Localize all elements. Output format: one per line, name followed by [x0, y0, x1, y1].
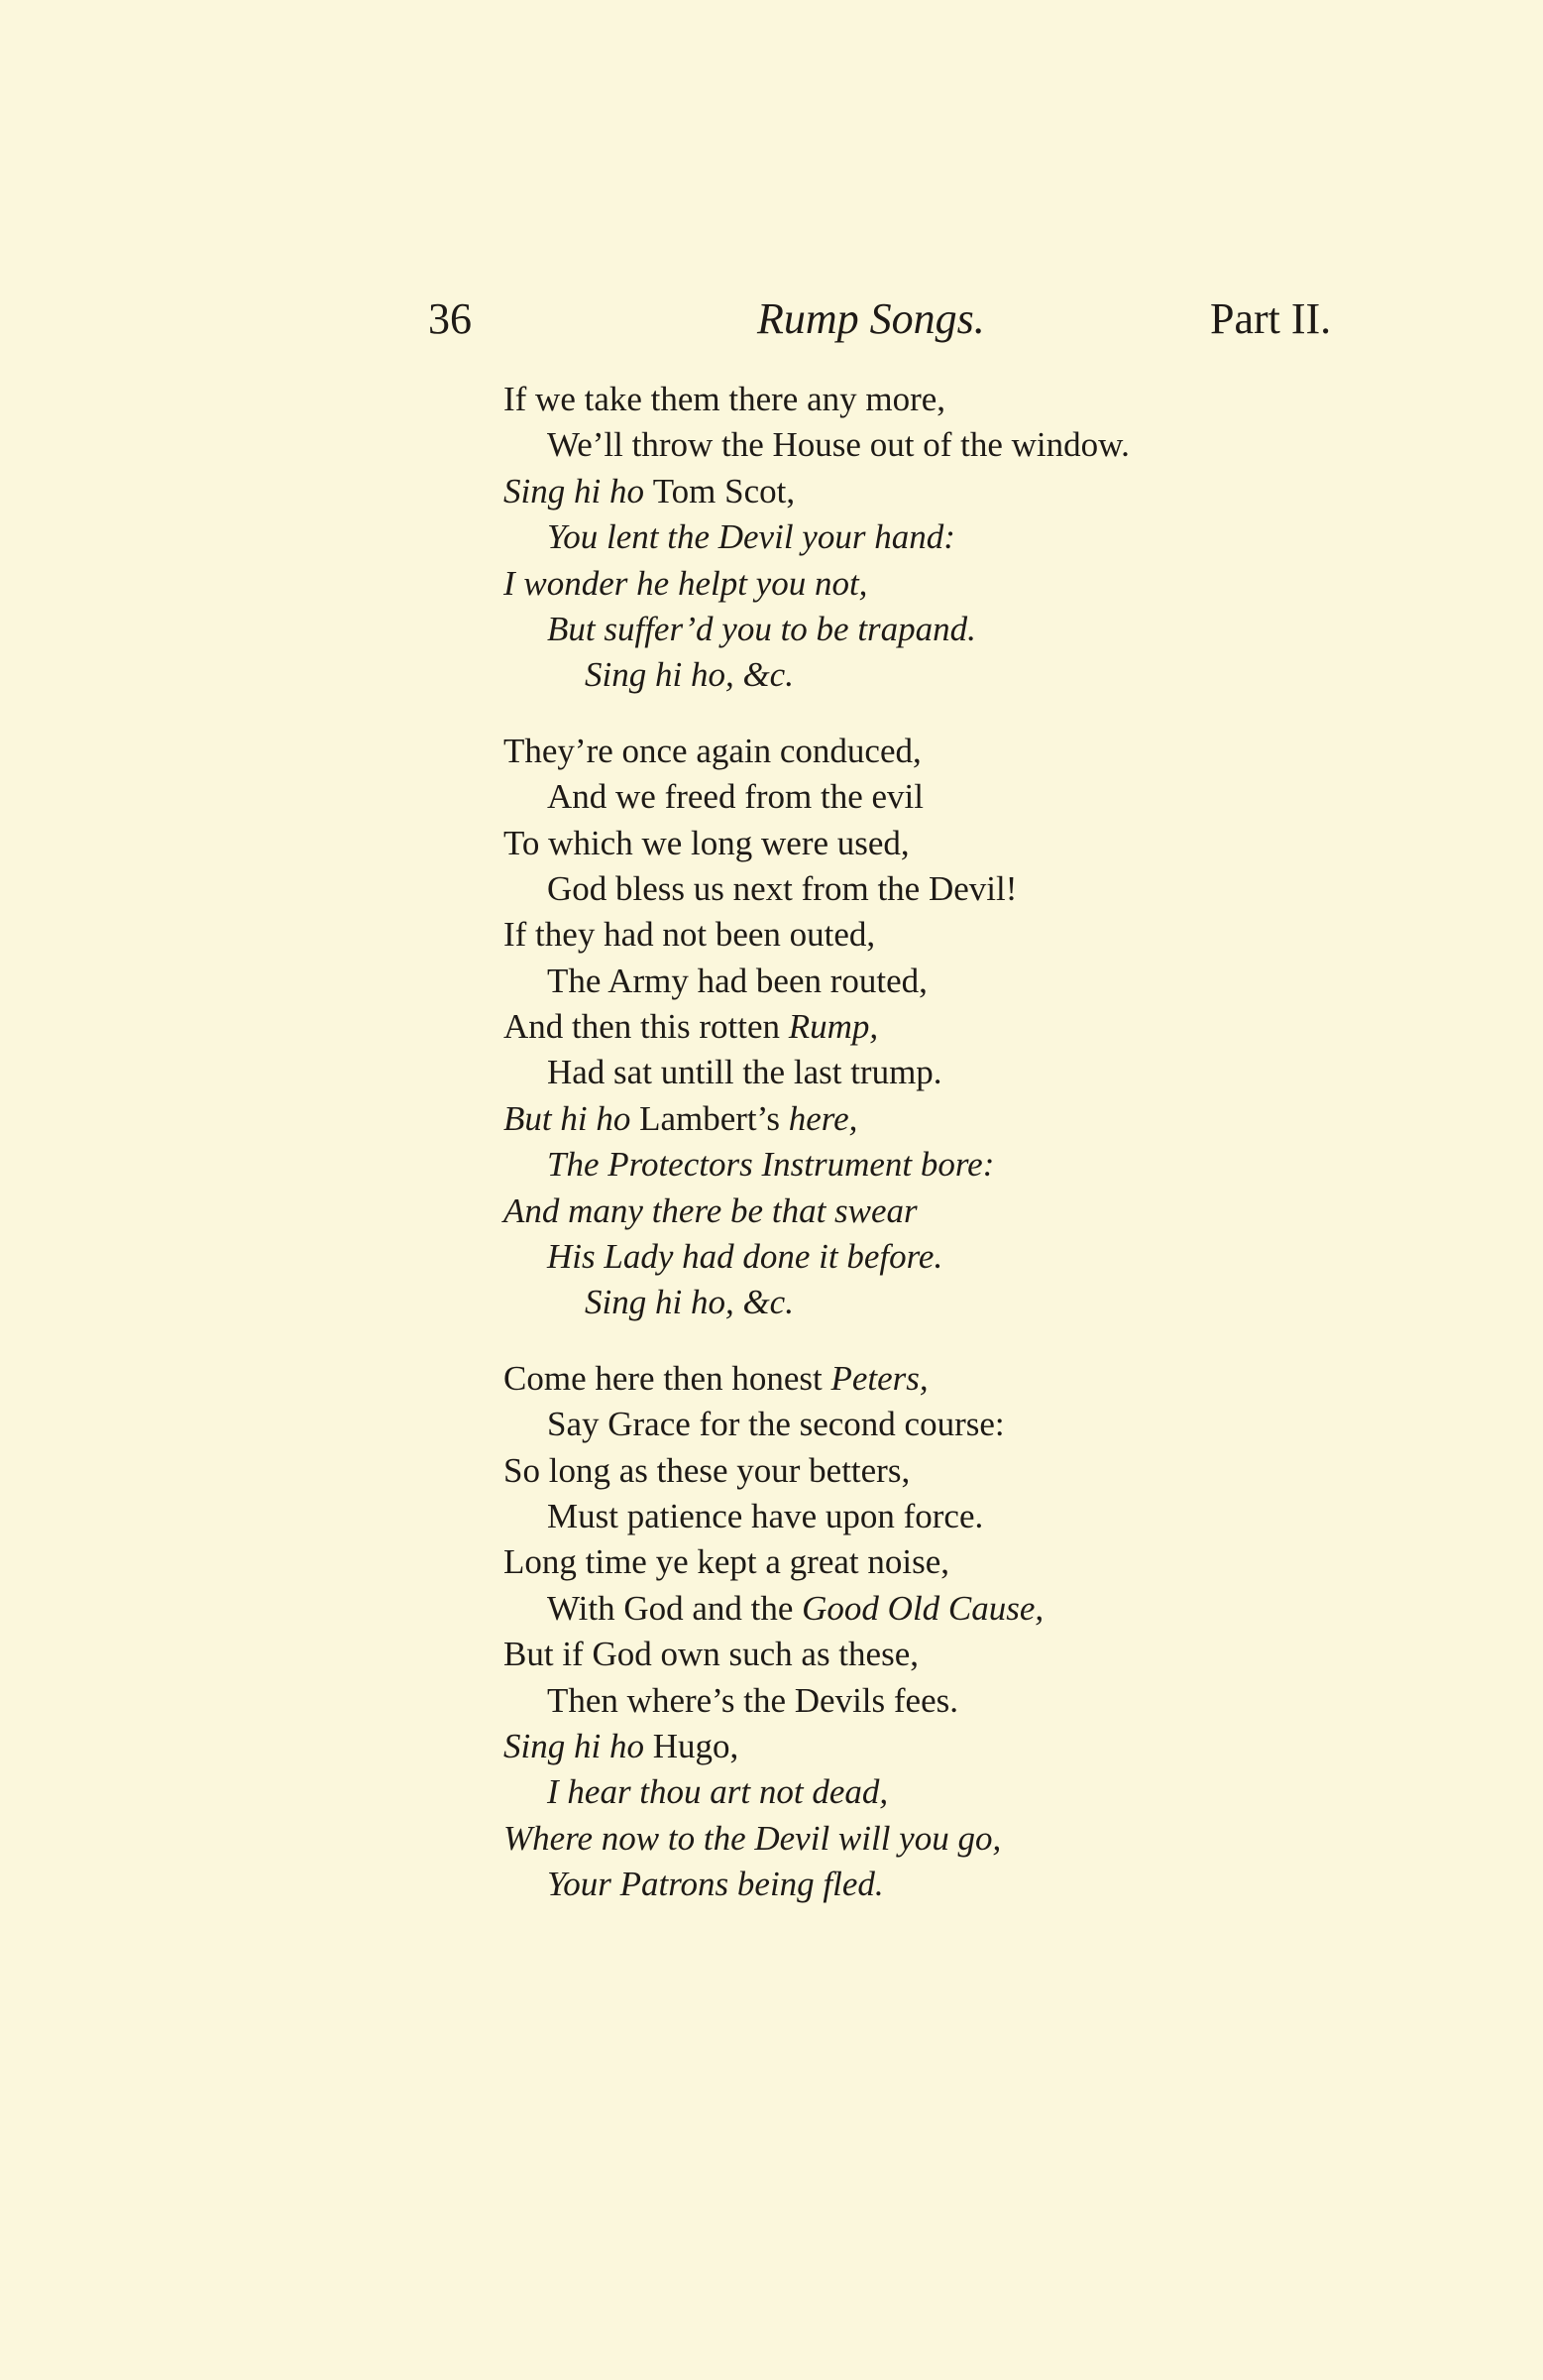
roman-text: And then this rotten: [503, 1007, 789, 1047]
poem-line: [503, 1724, 1494, 1769]
poem-line: [503, 1356, 1494, 1402]
italic-text: But suffer’d you to be trapand.: [547, 609, 976, 648]
italic-text: Peters,: [830, 1358, 929, 1398]
poem-line: [503, 1096, 1494, 1142]
italic-text: But hi ho: [503, 1098, 640, 1138]
poem-line: [503, 1050, 1494, 1095]
italic-text: Rump,: [788, 1007, 879, 1047]
italic-text: The Protectors Instrument bore:: [547, 1145, 995, 1185]
italic-text: You lent the Devil your hand:: [547, 517, 955, 557]
roman-text: Tom Scot,: [652, 471, 796, 510]
roman-text: They’re once again conduced,: [503, 731, 922, 770]
roman-text: With God and the: [547, 1588, 803, 1628]
italic-text: I wonder he helpt you not,: [503, 563, 868, 603]
poem-line: [503, 1280, 1494, 1325]
stanza: [503, 1356, 1494, 1908]
poem-line: [503, 1402, 1494, 1447]
poem-line: [503, 821, 1494, 866]
poem-body: [503, 377, 1494, 1908]
roman-text: Long time ye kept a great noise,: [503, 1542, 949, 1582]
roman-text: But if God own such as these,: [503, 1635, 919, 1674]
roman-text: So long as these your betters,: [503, 1450, 911, 1490]
stanza-gap: [503, 1326, 1494, 1356]
poem-line: [503, 561, 1494, 607]
poem-line: [503, 729, 1494, 774]
roman-text: Must patience have upon force.: [547, 1496, 984, 1535]
poem-line: [503, 1816, 1494, 1862]
poem-line: [503, 1189, 1494, 1234]
poem-line: [503, 377, 1494, 422]
italic-text: here,: [788, 1098, 858, 1138]
roman-text: The Army had been routed,: [547, 961, 928, 1000]
italic-text: And many there be that swear: [503, 1190, 918, 1230]
poem-line: [503, 1769, 1494, 1815]
poem-line: [503, 652, 1494, 698]
italic-text: Sing hi ho: [503, 1726, 653, 1765]
italic-text: Sing hi ho, &c.: [585, 655, 794, 695]
part-label: Part II.: [1210, 294, 1332, 343]
poem-line: [503, 1004, 1494, 1050]
roman-text: Then where’s the Devils fees.: [547, 1680, 958, 1720]
italic-text: Your Patrons being fled.: [547, 1865, 884, 1904]
poem-line: [503, 1448, 1494, 1494]
italic-text: Sing hi ho, &c.: [585, 1283, 794, 1322]
poem-line: [503, 912, 1494, 958]
poem-line: [503, 422, 1494, 468]
poem-line: [503, 1142, 1494, 1188]
poem-line: [503, 469, 1494, 514]
poem-line: [503, 774, 1494, 820]
stanza-gap: [503, 699, 1494, 729]
poem-line: [503, 1862, 1494, 1907]
poem-line: [503, 866, 1494, 912]
poem-line: [503, 1632, 1494, 1677]
poem-line: [503, 1494, 1494, 1539]
italic-text: Sing hi ho: [503, 471, 653, 510]
running-title: Rump Songs.: [757, 294, 985, 343]
roman-text: If they had not been outed,: [503, 915, 876, 955]
stanza: [503, 377, 1494, 699]
poem-line: [503, 1539, 1494, 1585]
roman-text: Lambert’s: [639, 1098, 789, 1138]
italic-text: Good Old Cause,: [802, 1588, 1045, 1628]
stanza: [503, 729, 1494, 1326]
poem-line: [503, 514, 1494, 560]
roman-text: Had sat untill the last trump.: [547, 1053, 942, 1092]
roman-text: We’ll throw the House out of the window.: [547, 425, 1130, 465]
roman-text: Come here then honest: [503, 1358, 831, 1398]
roman-text: Say Grace for the second course:: [547, 1405, 1005, 1444]
poem-line: [503, 1586, 1494, 1632]
italic-text: I hear thou art not dead,: [547, 1772, 889, 1812]
roman-text: God bless us next from the Devil!: [547, 868, 1018, 908]
poem-line: [503, 1234, 1494, 1280]
italic-text: His Lady had done it before.: [547, 1237, 943, 1277]
poem-line: [503, 959, 1494, 1004]
italic-text: Where now to the Devil will you go,: [503, 1818, 1002, 1858]
poem-line: [503, 1678, 1494, 1724]
poem-line: [503, 607, 1494, 652]
roman-text: Hugo,: [652, 1726, 739, 1765]
roman-text: If we take them there any more,: [503, 380, 946, 418]
roman-text: And we freed from the evil: [547, 777, 924, 817]
roman-text: To which we long were used,: [503, 823, 910, 862]
page-number: 36: [428, 294, 472, 343]
